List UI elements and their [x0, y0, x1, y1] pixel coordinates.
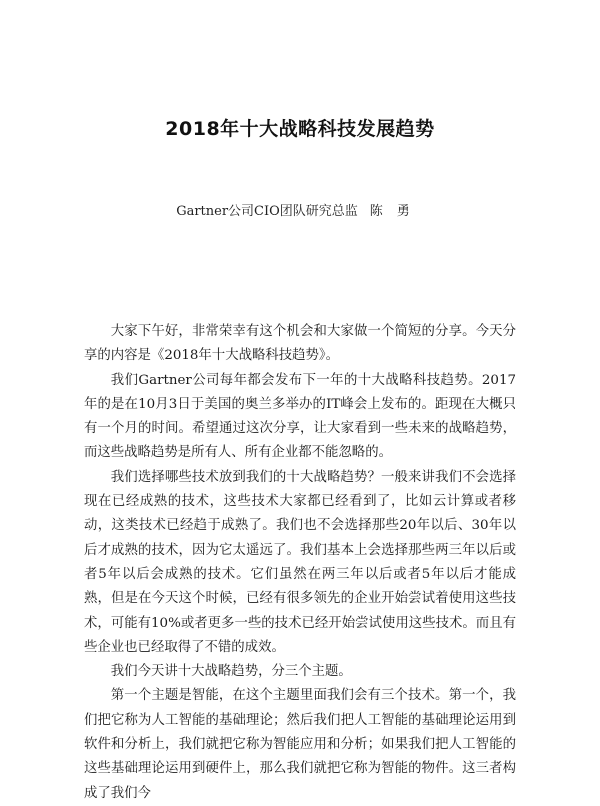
paragraph: 第一个主题是智能，在这个主题里面我们会有三个技术。第一个，我们把它称为人工智能的基础理论；然后我们把人工智能的基础理论运用到软件和分析上，我们就把它称为智能应用和分析；如果我们把人工智能的这些基础理论运用到硬件上，那么我们就把它称为智能的物件。这三者构成了我们今 — [84, 688, 516, 801]
paragraph: 我们今天讲十大战略趋势，分三个主题。 — [110, 664, 352, 680]
paragraph: 我们Gartner公司每年都会发布下一年的十大战略科技趋势。2017年的是在10月3日于美国的奥兰多举办的IT峰会上发布的。距现在大概只有一个月的时间。希望通过这次分享，让大家看到一些未来的战略趋势，而这些战略趋势是所有人、所有企业都不能忽略的。 — [84, 372, 516, 461]
paragraph: 我们选择哪些技术放到我们的十大战略趋势？一般来讲我们不会选择现在已经成熟的技术，这些技术大家都已经看到了，比如云计算或者移动，这类技术已经趋于成熟了。我们也不会选择那些20年以后、30年以后才成熟的技术，因为它太遥远了。我们基本上会选择那些两三年以后或者5年以后会成熟的技术。它们虽然在两三年以后或者5年以后才能成熟，但是在今天这个时候，已经有很多领先的企业开始尝试着使用这些技术，可能有10%或者更多一些的技术已经开始尝试使用这些技术。而且有些企业也已经取得了不错的成效。 — [84, 469, 516, 655]
paragraph: 大家下午好，非常荣幸有这个机会和大家做一个简短的分享。今天分享的内容是《2018年十大战略科技趋势》。 — [84, 324, 516, 364]
author-role: Gartner公司CIO团队研究总监 — [176, 204, 358, 219]
document-body — [84, 320, 516, 806]
document-title: 2018年十大战略科技发展趋势 — [165, 118, 435, 140]
author-line — [0, 200, 600, 219]
author-name: 陈勇 — [369, 204, 424, 219]
